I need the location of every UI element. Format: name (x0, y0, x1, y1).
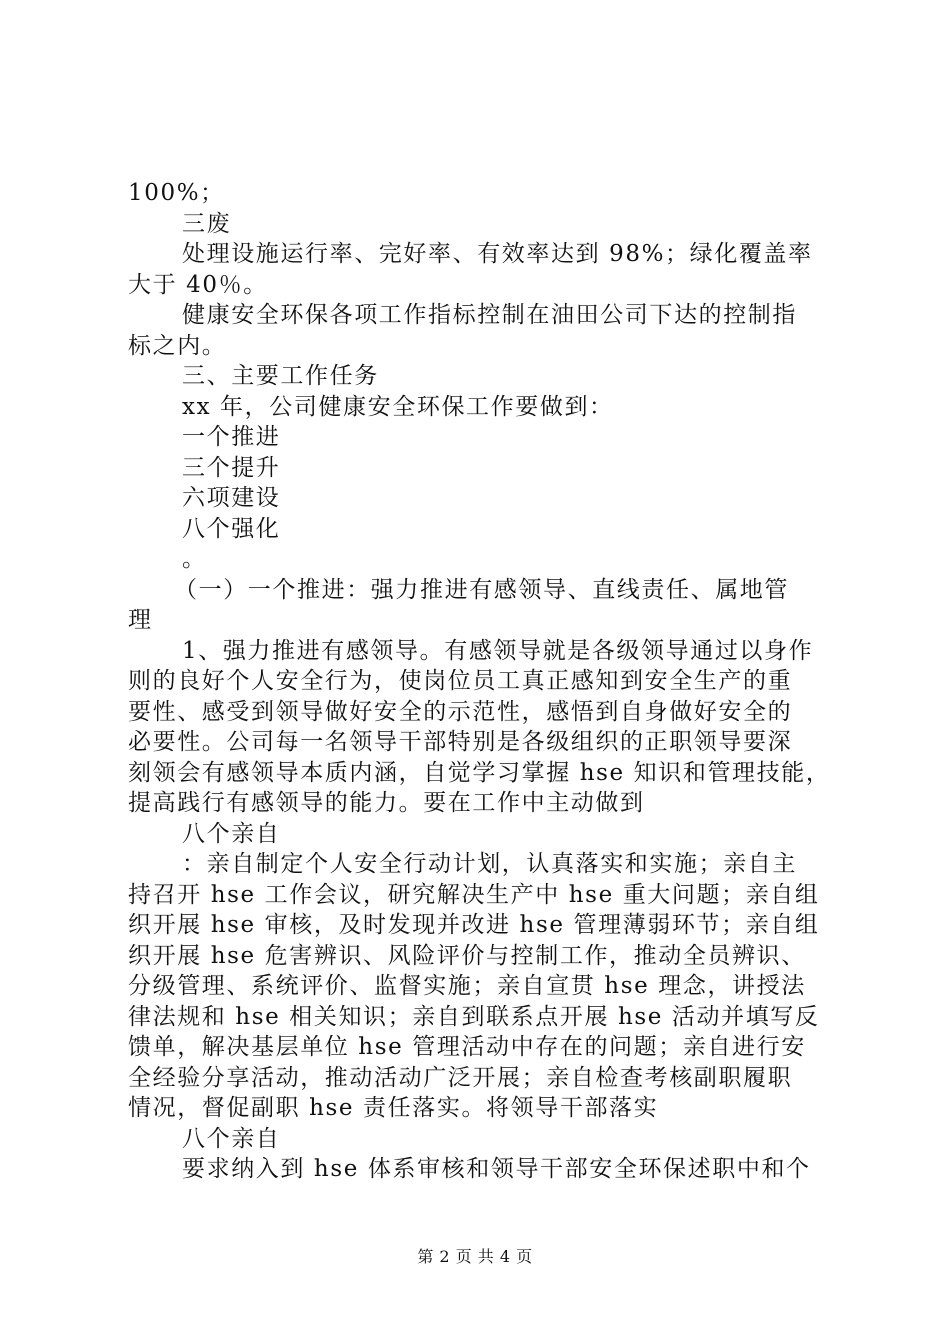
text-line: 处理设施运行率、完好率、有效率达到 98%；绿化覆盖率 (182, 241, 813, 267)
text-line: 标之内。 (128, 332, 227, 359)
text-line: 则的良好个人安全行为，使岗位员工真正感知到安全生产的重 (128, 668, 793, 694)
text-line: xx 年，公司健康安全环保工作要做到： (182, 393, 614, 420)
text-line: 织开展 hse 审核，及时发现并改进 hse 管理薄弱环节；亲自组 (128, 912, 820, 938)
text-line: 情况，督促副职 hse 责任落实。将领导干部落实 (128, 1095, 659, 1121)
section-heading: 三、主要工作任务 (182, 363, 379, 389)
text-line: 提高践行有感领导的能力。要在工作中主动做到 (128, 790, 645, 816)
text-line: 必要性。公司每一名领导干部特别是各级组织的正职领导要深 (128, 729, 793, 755)
page-number-footer: 第 2 页 共 4 页 (417, 1247, 533, 1266)
text-line: 大于 40％。 (128, 271, 268, 298)
text-line: 分级管理、系统评价、监督实施；亲自宣贯 hse 理念，讲授法 (128, 973, 806, 999)
text-line: 律法规和 hse 相关知识；亲自到联系点开展 hse 活动并填写反 (128, 1003, 820, 1030)
document-body (128, 178, 833, 1185)
text-line: 健康安全环保各项工作指标控制在油田公司下达的控制指 (182, 302, 797, 328)
text-line: 要求纳入到 hse 体系审核和领导干部安全环保述职中和个 (182, 1156, 811, 1182)
text-line: 织开展 hse 危害辨识、风险评价与控制工作，推动全员辨识、 (128, 942, 806, 969)
list-item: 八个强化 (182, 515, 281, 542)
text-line: 要性、感受到领导做好安全的示范性，感悟到自身做好安全的 (128, 698, 793, 725)
list-item: 一个推进 (182, 424, 281, 450)
text-line: 八个亲自 (182, 820, 281, 847)
text-line: 馈单，解决基层单位 hse 管理活动中存在的问题；亲自进行安 (128, 1034, 806, 1060)
list-item: 六项建设 (182, 485, 281, 511)
text-line: 理 (128, 607, 153, 633)
text-line: ：亲自制定个人安全行动计划，认真落实和实施；亲自主 (182, 851, 797, 877)
paragraph-start: 1、强力推进有感领导。有感领导就是各级领导通过以身作 (182, 637, 814, 664)
text-line: 三废 (182, 210, 232, 237)
text-line: 100%； (128, 180, 225, 206)
subsection-heading: （一）一个推进：强力推进有感领导、直线责任、属地管 (174, 576, 789, 603)
list-item: 三个提升 (182, 454, 281, 481)
text-line: 八个亲自 (182, 1125, 281, 1152)
text-line: 刻领会有感领导本质内涵，自觉学习掌握 hse 知识和管理技能， (128, 759, 831, 786)
text-line: 全经验分享活动，推动活动广泛开展；亲自检查考核副职履职 (128, 1064, 793, 1091)
text-line: 持召开 hse 工作会议，研究解决生产中 hse 重大问题；亲自组 (128, 881, 820, 908)
text-line: 。 (182, 546, 207, 572)
